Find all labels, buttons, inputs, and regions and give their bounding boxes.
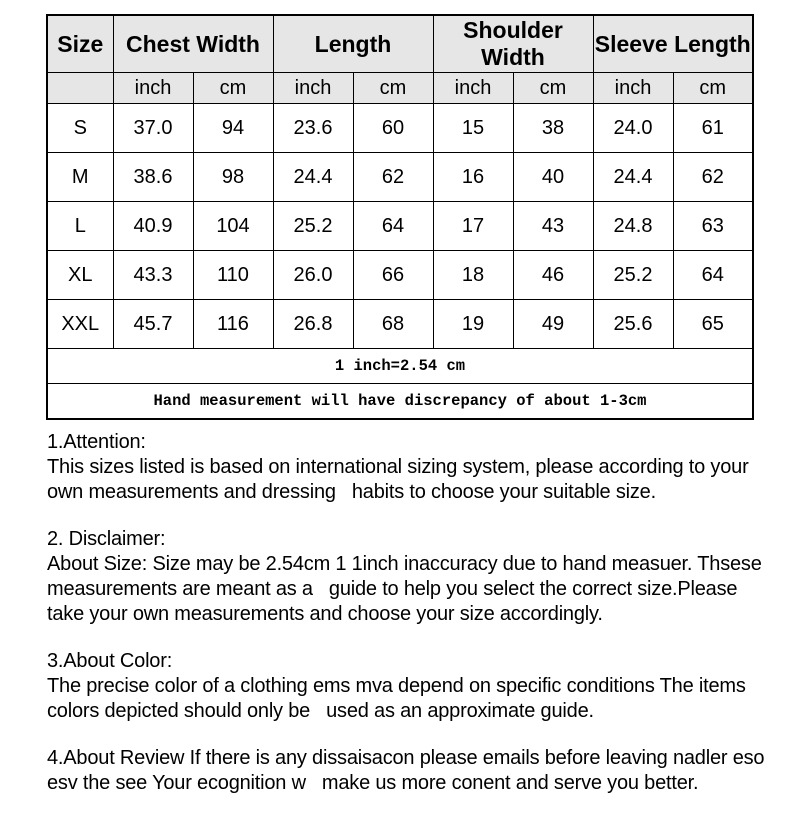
note-line: The precise color of a clothing ems mva depend on specific conditions The items	[47, 675, 746, 697]
measurement-cell: 49	[513, 300, 593, 349]
measurement-cell: 26.0	[273, 251, 353, 300]
size-row-l	[47, 202, 753, 251]
header-unit: inch	[113, 73, 193, 104]
measurement-cell: 24.4	[273, 153, 353, 202]
measurement-cell: 24.0	[593, 104, 673, 153]
header-chest-width: Chest Width	[113, 15, 273, 73]
measurement-cell: 98	[193, 153, 273, 202]
measurement-cell: 18	[433, 251, 513, 300]
note-line: This sizes listed is based on international sizing system, please according to your	[47, 456, 749, 478]
header-unit: inch	[433, 73, 513, 104]
measurement-cell: 63	[673, 202, 753, 251]
measurement-cell: 25.2	[273, 202, 353, 251]
measurement-cell: 60	[353, 104, 433, 153]
header-unit-row	[47, 73, 753, 104]
header-shoulder-width: Shoulder Width	[433, 15, 593, 73]
note-line: 2. Disclaimer:	[47, 528, 166, 550]
measurement-cell: 15	[433, 104, 513, 153]
measurement-cell: 37.0	[113, 104, 193, 153]
header-size: Size	[47, 15, 113, 73]
measurement-cell: 24.8	[593, 202, 673, 251]
measurement-cell: 68	[353, 300, 433, 349]
measurement-cell: 45.7	[113, 300, 193, 349]
measurement-cell: 38.6	[113, 153, 193, 202]
note-about-color	[47, 649, 763, 724]
header-unit: cm	[673, 73, 753, 104]
measurement-cell: 61	[673, 104, 753, 153]
measurement-cell: 25.2	[593, 251, 673, 300]
header-sleeve-length: Sleeve Length	[593, 15, 753, 73]
note-line: measurements are meant as a guide to help you select the correct size.Please	[47, 578, 738, 600]
size-label-cell: XXL	[47, 300, 113, 349]
measurement-cell: 17	[433, 202, 513, 251]
footnote-inch-conversion: 1 inch=2.54 cm	[47, 349, 753, 384]
header-unit: inch	[593, 73, 673, 104]
header-unit-empty	[47, 73, 113, 104]
measurement-cell: 110	[193, 251, 273, 300]
note-line: take your own measurements and choose your size accordingly.	[47, 603, 603, 625]
header-unit: inch	[273, 73, 353, 104]
size-row-xl	[47, 251, 753, 300]
size-chart-table	[46, 14, 754, 420]
measurement-cell: 43	[513, 202, 593, 251]
note-line: 1.Attention:	[47, 431, 146, 453]
note-line: own measurements and dressing habits to choose your suitable size.	[47, 481, 656, 503]
measurement-cell: 23.6	[273, 104, 353, 153]
measurement-cell: 43.3	[113, 251, 193, 300]
measurement-cell: 46	[513, 251, 593, 300]
measurement-cell: 62	[673, 153, 753, 202]
measurement-cell: 66	[353, 251, 433, 300]
measurement-cell: 62	[353, 153, 433, 202]
size-table-body	[47, 104, 753, 349]
header-unit: cm	[513, 73, 593, 104]
note-about-review	[47, 746, 763, 796]
note-line: 3.About Color:	[47, 650, 173, 672]
header-length: Length	[273, 15, 433, 73]
measurement-cell: 64	[353, 202, 433, 251]
header-group-row	[47, 15, 753, 73]
note-line: 4.About Review If there is any dissaisacon please emails before leaving nadler eso	[47, 747, 765, 769]
size-row-s	[47, 104, 753, 153]
footnote-row-hand-measurement	[47, 384, 753, 420]
note-disclaimer	[47, 527, 763, 627]
header-unit: cm	[193, 73, 273, 104]
measurement-cell: 25.6	[593, 300, 673, 349]
measurement-cell: 65	[673, 300, 753, 349]
size-row-xxl	[47, 300, 753, 349]
measurement-cell: 94	[193, 104, 273, 153]
note-line: colors depicted should only be used as an approximate guide.	[47, 700, 594, 722]
size-label-cell: L	[47, 202, 113, 251]
measurement-cell: 116	[193, 300, 273, 349]
size-row-m	[47, 153, 753, 202]
size-label-cell: M	[47, 153, 113, 202]
measurement-cell: 19	[433, 300, 513, 349]
header-unit: cm	[353, 73, 433, 104]
measurement-cell: 26.8	[273, 300, 353, 349]
footnote-hand-measurement: Hand measurement will have discrepancy of about 1-3cm	[47, 384, 753, 420]
measurement-cell: 64	[673, 251, 753, 300]
measurement-cell: 40	[513, 153, 593, 202]
notes-section	[47, 430, 763, 818]
measurement-cell: 38	[513, 104, 593, 153]
size-label-cell: XL	[47, 251, 113, 300]
measurement-cell: 40.9	[113, 202, 193, 251]
note-line: esv the see Your ecognition w make us more conent and serve you better.	[47, 772, 699, 794]
note-attention	[47, 430, 763, 505]
measurement-cell: 16	[433, 153, 513, 202]
size-label-cell: S	[47, 104, 113, 153]
note-line: About Size: Size may be 2.54cm 1 1inch inaccuracy due to hand measuer. Thsese	[47, 553, 762, 575]
measurement-cell: 104	[193, 202, 273, 251]
footnote-row-inch-conversion	[47, 349, 753, 384]
measurement-cell: 24.4	[593, 153, 673, 202]
